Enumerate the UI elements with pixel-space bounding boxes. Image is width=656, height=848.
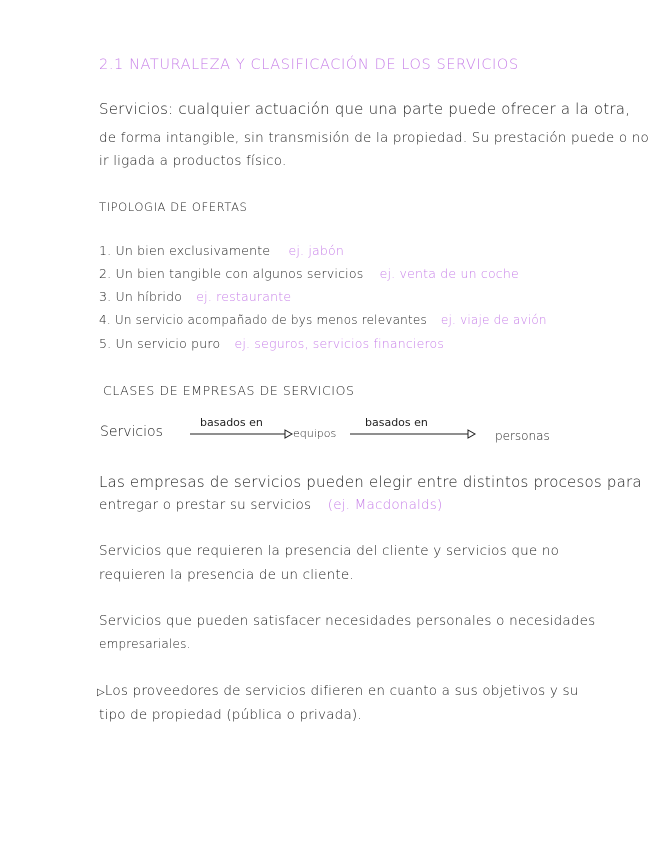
item-text: 4. Un servicio acompañado de bys menos relevantes [99,313,427,327]
arrowhead-icon [285,430,292,438]
item-example: ej. viaje de avión [440,313,547,327]
services-flow-diagram [100,412,560,448]
flow-node-middle: equipos [293,427,337,440]
triangle-bullet-icon: ▷ [97,687,105,698]
paragraph-4-text: Los proveedores de servicios difieren en cuanto a sus objetivos y su [104,683,579,699]
tipologia-item-3 [99,289,291,304]
paragraph-1-line-1: Las empresas de servicios pueden elegir entre distintos procesos para [99,473,642,491]
item-text: 1. Un bien exclusivamente [99,243,271,258]
arrowhead-icon [468,430,475,438]
item-example: ej. seguros, servicios financieros [234,336,445,351]
item-example: ej. restaurante [196,289,292,304]
paragraph-4-line-2: tipo de propiedad (pública o privada). [99,707,362,723]
definition-line-2: de forma intangible, sin transmisión de la propiedad. Su prestación puede o no [99,130,649,146]
tipologia-item-2 [99,266,519,281]
tipologia-item-1 [99,243,344,258]
item-example: ej. jabón [288,243,345,258]
page-title: 2.1 NATURALEZA Y CLASIFICACIÓN DE LOS SERVICIOS [99,57,519,73]
flow-label-2: basados en [365,416,428,429]
paragraph-1-line-2 [99,497,442,513]
item-text: 2. Un bien tangible con algunos servicios [99,266,364,281]
paragraph-4-line-1 [97,683,579,699]
definition-line-3: ir ligada a productos físico. [99,153,287,169]
paragraph-1-example: (ej. Macdonalds) [327,497,443,513]
paragraph-2-line-1: Servicios que requieren la presencia del cliente y servicios que no [99,543,560,559]
item-text: 5. Un servicio puro [99,336,221,351]
definition-line-1: Servicios: cualquier actuación que una parte puede ofrecer a la otra, [99,100,631,118]
paragraph-3-line-1: Servicios que pueden satisfacer necesidades personales o necesidades [99,613,596,629]
paragraph-3-line-2: empresariales. [99,637,191,651]
paragraph-1-text: entregar o prestar su servicios [99,497,312,513]
flow-label-1: basados en [200,416,263,429]
paragraph-2-line-2: requieren la presencia de un cliente. [99,567,354,583]
clases-heading: CLASES DE EMPRESAS DE SERVICIOS [103,383,355,398]
item-example: ej. venta de un coche [379,266,519,281]
tipologia-item-4 [99,313,547,327]
tipologia-item-5 [99,336,444,351]
flow-node-end: personas [495,429,550,443]
item-text: 3. Un híbrido [99,289,183,304]
tipologia-heading: TIPOLOGIA DE OFERTAS [99,200,248,214]
flow-node-start: Servicios [100,424,163,440]
